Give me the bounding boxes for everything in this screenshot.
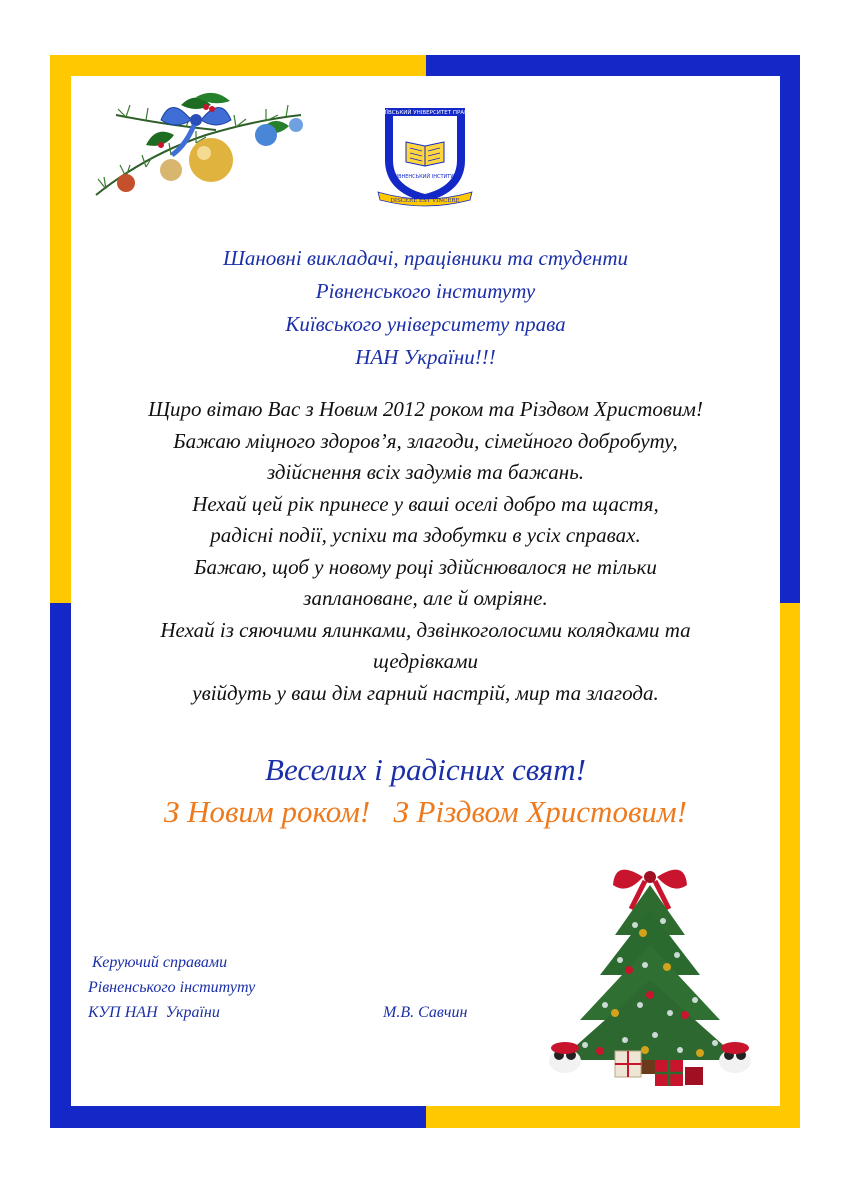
christmas-tree-icon (545, 855, 785, 1095)
body-line: радісні події, успіхи та здобутки в усіх справах. (210, 523, 641, 547)
logo-inner-text: РІВНЕНСЬКИЙ ІНСТИТУТ (393, 174, 457, 180)
greeting-line: НАН України!!! (355, 345, 496, 369)
body-line: Щиро вітаю Вас з Новим 2012 роком та Різдвом Христовим! (148, 397, 703, 421)
signature-line: Керуючий справами (88, 954, 228, 971)
body-line: щедрівками (373, 649, 478, 673)
signature-line: Рівненського інституту (88, 979, 256, 996)
wish-happy-holidays: Веселих і радісних свят! (265, 752, 586, 787)
body-line: Нехай цей рік принесе у ваші оселі добро та щастя, (192, 491, 659, 516)
body-line: Бажаю міцного здоров’я, злагоди, сімейного добробуту, (173, 428, 678, 453)
body-line: заплановане, але й омріяне. (303, 586, 548, 610)
greeting-line: Київського університету права (285, 312, 566, 336)
logo-motto: DISCERE EST VINCERE (390, 198, 460, 204)
greeting-line: Рівненського інституту (315, 279, 536, 303)
body-line: здійснення всіх задумів та бажань. (267, 460, 584, 484)
greeting-line: Шановні викладачі, працівники та студенти (222, 246, 629, 270)
wish-new-year-christmas: З Новим роком! З Різдвом Христовим! (163, 794, 688, 829)
signature-block (88, 950, 255, 1025)
signature-name: М.В. Савчин (383, 1004, 468, 1021)
body-line: увійдуть у ваш дім гарний настрій, мир та злагода. (192, 680, 659, 705)
signature-line: КУП НАН України (88, 1004, 220, 1021)
body-text (71, 394, 780, 709)
logo-arc-text: КИЇВСЬКИЙ УНІВЕРСИТЕТ ПРАВА (378, 110, 472, 116)
body-line: Бажаю, щоб у новому році здійснювалося не тільки (194, 554, 657, 579)
christmas-ornament-icon (86, 85, 306, 205)
university-logo (370, 100, 480, 210)
body-line: Нехай із сяючими ялинками, дзвінкоголосими колядками та (160, 617, 691, 642)
greeting-heading (71, 242, 780, 374)
